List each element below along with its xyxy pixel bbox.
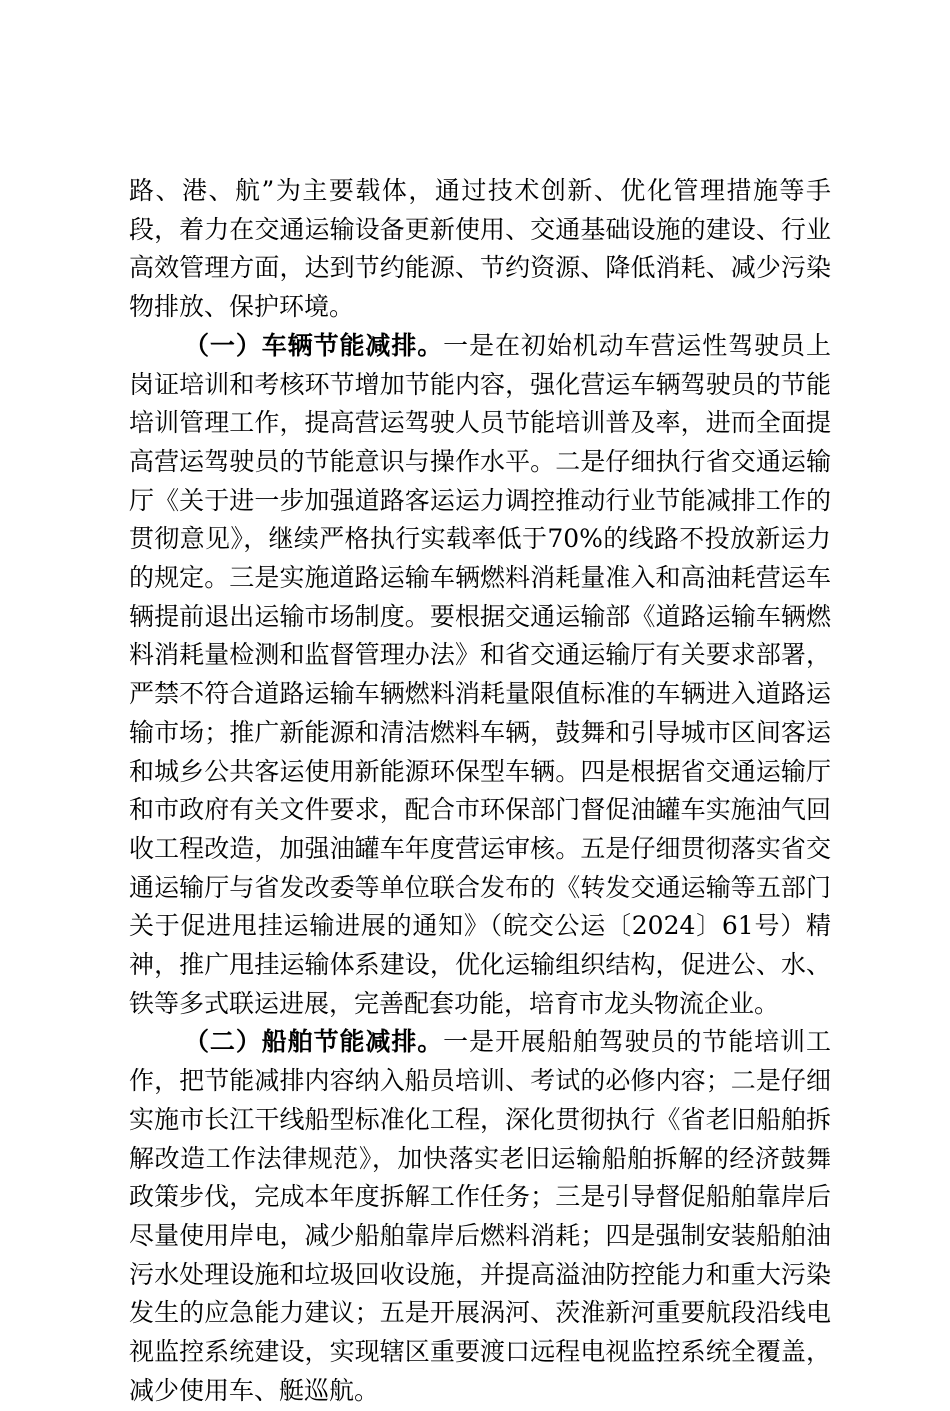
paragraph-vehicle-energy-saving bbox=[129, 327, 831, 1024]
section-heading-ships: （二）船舶节能减排。 bbox=[184, 1027, 444, 1057]
document-body bbox=[129, 172, 831, 1411]
paragraph-ship-energy-saving bbox=[129, 1023, 831, 1410]
paragraph-text: 一是开展船舶驾驶员的节能培训工作，把节能减排内容纳入船员培训、考试的必修内容；二是仔细实施市长江干线船型标准化工程，深化贯彻执行《省老旧船舶拆解改造工作法律规范》，加快落实老旧运输船舶拆解的经济鼓舞政策步伐，完成本年度拆解工作任务；三是引导督促船舶靠岸后尽量使用岸电，减少船舶靠岸后燃料消耗；四是强制安装船舶油污水处理设施和垃圾回收设施，并提高溢油防控能力和重大污染发生的应急能力建议；五是开展涡河、茨淮新河重要航段沿线电视监控系统建设，实现辖区重要渡口远程电视监控系统全覆盖，减少使用车、艇巡航。 bbox=[129, 1027, 831, 1405]
section-heading-vehicles: （一）车辆节能减排。 bbox=[184, 330, 444, 360]
paragraph-text: 一是在初始机动车营运性驾驶员上岗证培训和考核环节增加节能内容，强化营运车辆驾驶员的节能培训管理工作，提高营运驾驶人员节能培训普及率，进而全面提高营运驾驶员的节能意识与操作水平。二是仔细执行省交通运输厅《关于进一步加强道路客运运力调控推动行业节能减排工作的贯彻意见》，继续严格执行实载率低于70%的线路不投放新运力的规定。三是实施道路运输车辆燃料消耗量准入和高油耗营运车辆提前退出运输市场制度。要根据交通运输部《道路运输车辆燃料消耗量检测和监督管理办法》和省交通运输厅有关要求部署，严禁不符合道路运输车辆燃料消耗量限值标准的车辆进入道路运输市场；推广新能源和清洁燃料车辆，鼓舞和引导城市区间客运和城乡公共客运使用新能源环保型车辆。四是根据省交通运输厅和市政府有关文件要求，配合市环保部门督促油罐车实施油气回收工程改造，加强油罐车年度营运审核。五是仔细贯彻落实省交通运输厅与省发改委等单位联合发布的《转发交通运输等五部门关于促进甩挂运输进展的通知》（皖交公运〔2024〕61号）精神，推广甩挂运输体系建设，优化运输组织结构，促进公、水、铁等多式联运进展，完善配套功能，培育市龙头物流企业。 bbox=[129, 330, 831, 1018]
paragraph-text: 路、港、航”为主要载体，通过技术创新、优化管理措施等手段，着力在交通运输设备更新使用、交通基础设施的建设、行业高效管理方面，达到节约能源、节约资源、降低消耗、减少污染物排放、保护环境。 bbox=[129, 176, 831, 322]
paragraph-intro bbox=[129, 172, 831, 327]
